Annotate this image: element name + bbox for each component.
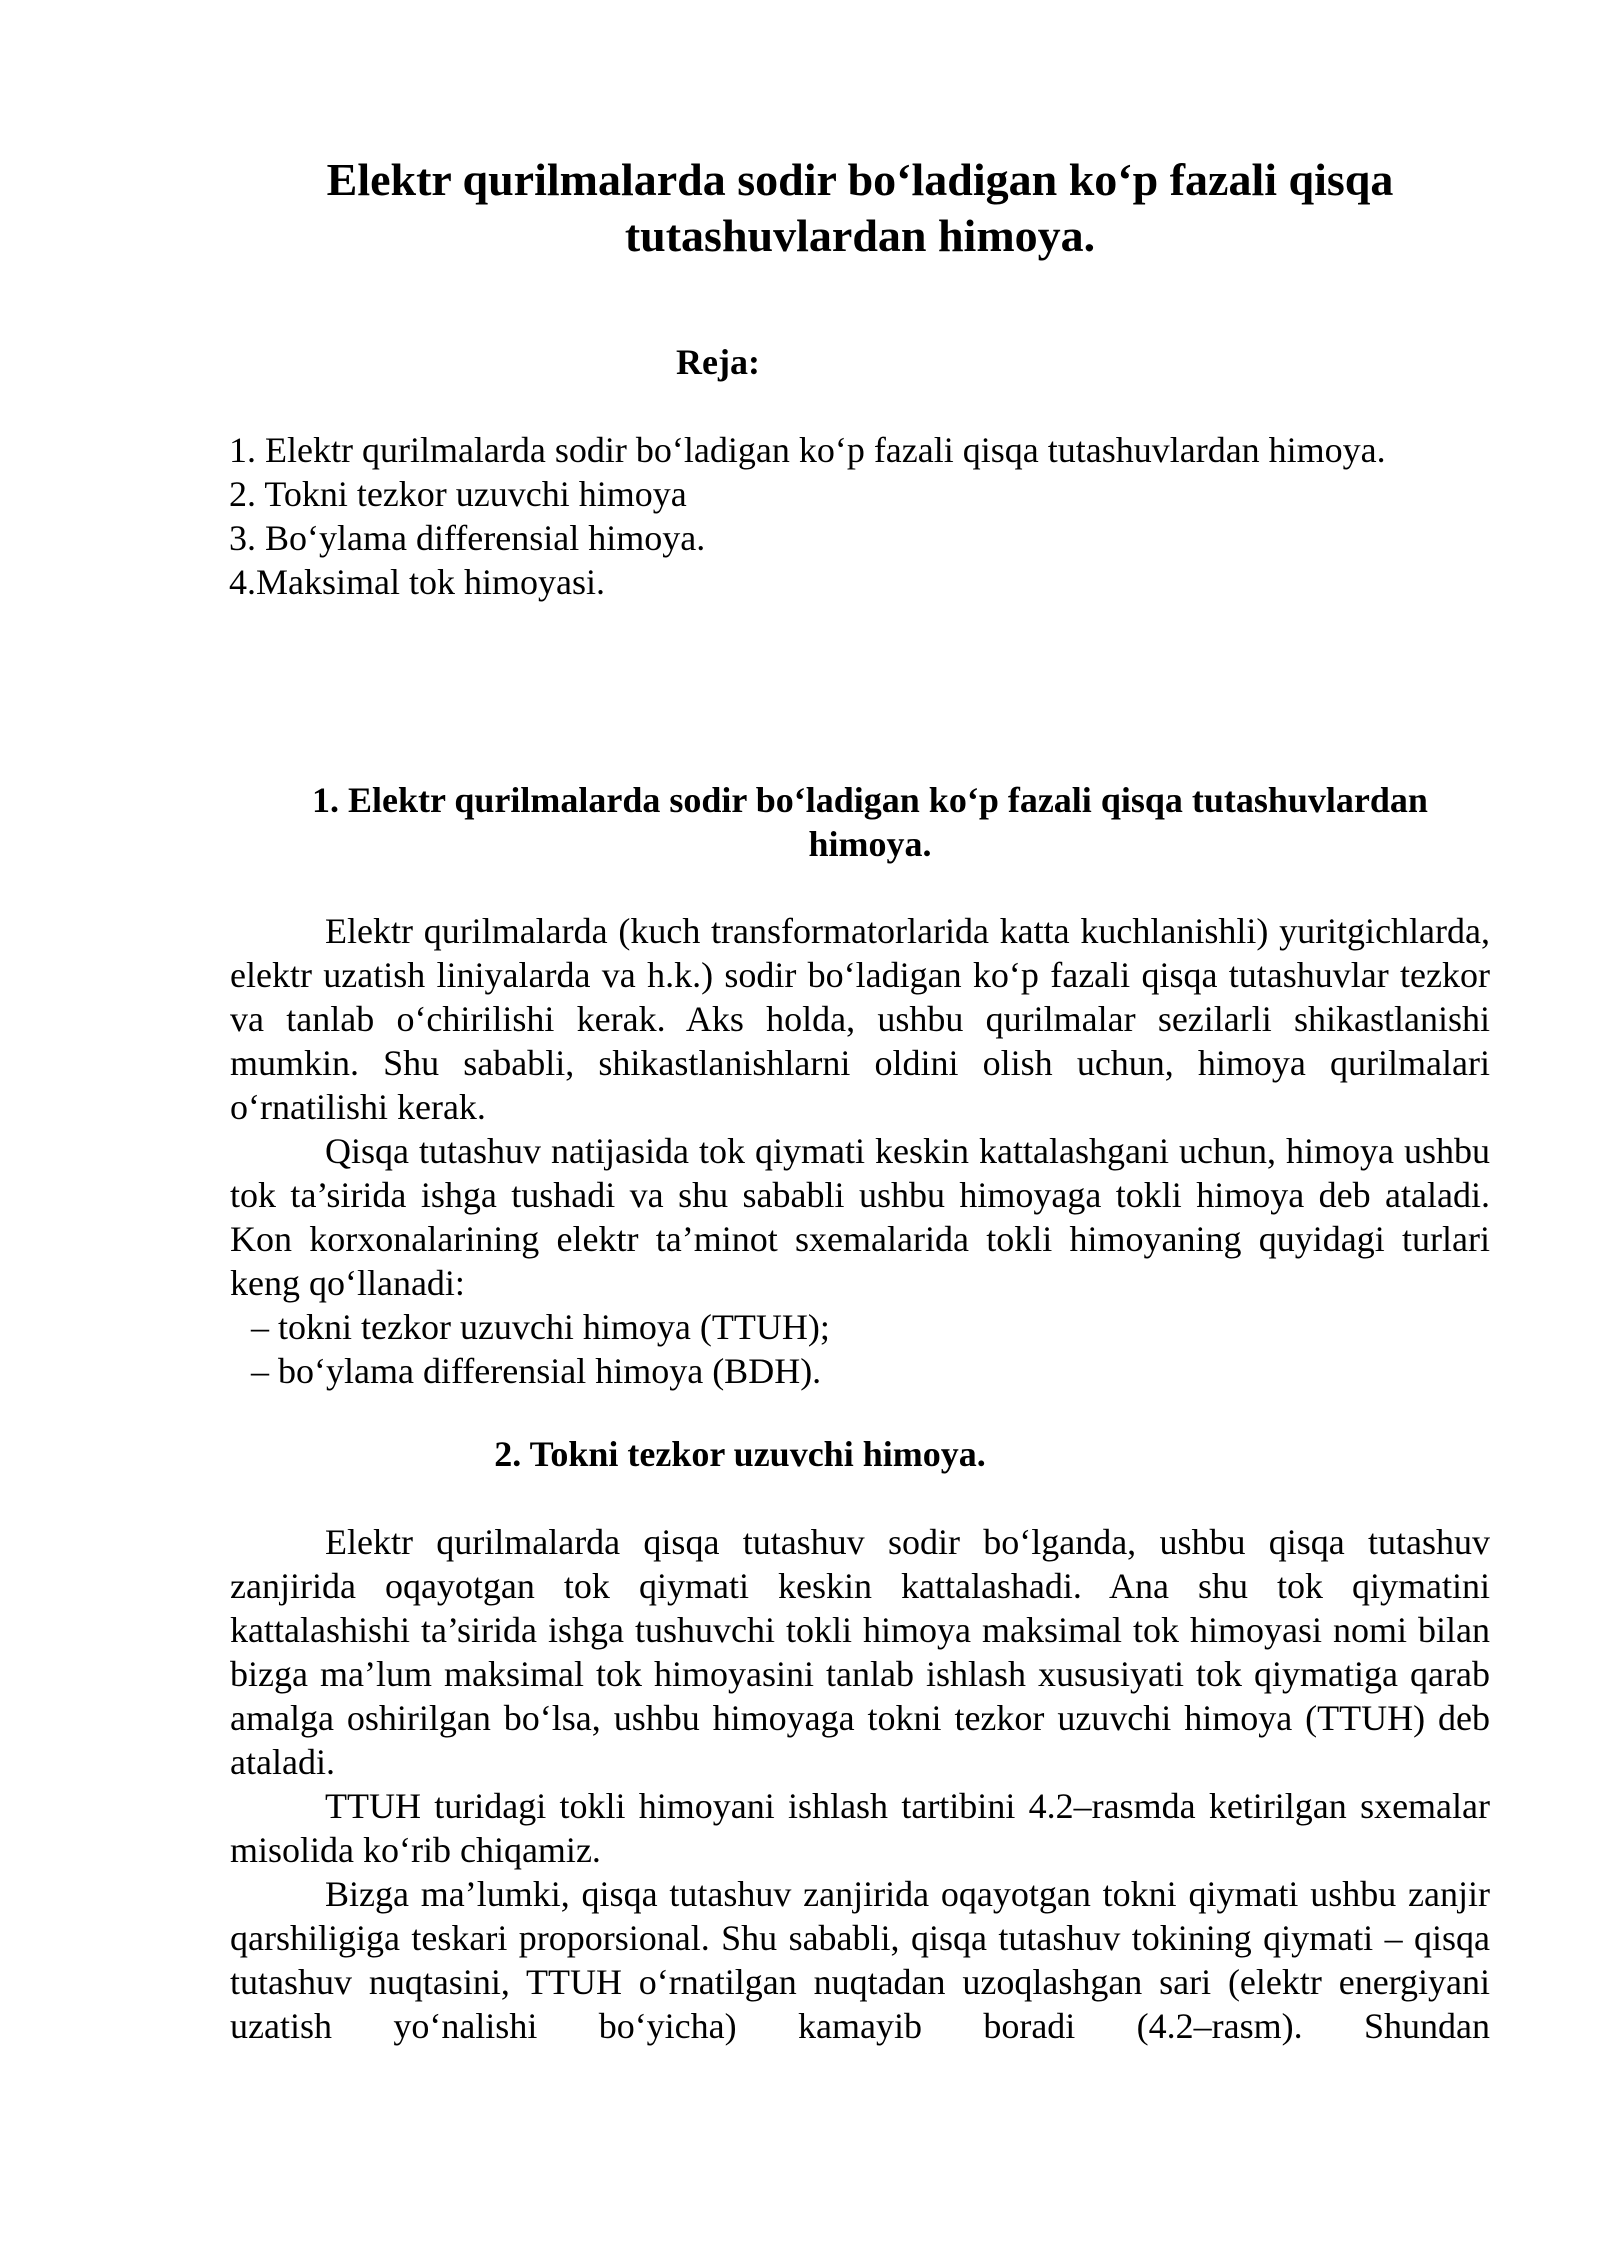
body-paragraph: TTUH turidagi tokli himoyani ishlash tartibini 4.2–rasmda ketirilgan sxemalar misolida ko‘rib chiqamiz. <box>230 1786 1490 1870</box>
plan-item: 1. Elektr qurilmalarda sodir bo‘ladigan ko‘p fazali qisqa tutashuvlardan himoya. <box>229 430 1386 470</box>
section-1-heading: 1. Elektr qurilmalarda sodir bo‘ladigan ko‘p fazali qisqa tutashuvlardan himoya. <box>312 780 1428 864</box>
plan-item: 4.Maksimal tok himoyasi. <box>229 562 605 602</box>
section-1-body <box>230 909 1490 1393</box>
document-title: Elektr qurilmalarda sodir bo‘ladigan ko‘p fazali qisqa tutashuvlardan himoya. <box>326 154 1394 261</box>
list-item: – bo‘ylama differensial himoya (BDH). <box>251 1351 822 1391</box>
body-paragraph: Bizga ma’lumki, qisqa tutashuv zanjirida oqayotgan tokni qiymati ushbu zanjir qarshiligiga teskari proporsional. Shu sababli, qisqa tutashuv tokining qiymati – qisqa tutashuv nuqtasini, TTUH o‘rnatilgan nuqtadan uzoqlashgan sari (elektr energiyani uzatish yo‘nalishi bo‘yicha) kamayib boradi (4.2–rasm). Shundan <box>230 1874 1490 2046</box>
section-2-body <box>230 1520 1490 2048</box>
section-2-heading: 2. Tokni tezkor uzuvchi himoya. <box>494 1434 986 1474</box>
body-paragraph: Elektr qurilmalarda qisqa tutashuv sodir bo‘lganda, ushbu qisqa tutashuv zanjirida oqayotgan tok qiymati keskin kattalashadi. Ana shu tok qiymatini kattalashishi ta’sirida ishga tushuvchi tokli himoya maksimal tok himoyasi nomi bilan bizga ma’lum maksimal tok himoyasini tanlab ishlash xususiyati tok qiymatiga qarab amalga oshirilgan bo‘lsa, ushbu himoyaga tokni tezkor uzuvchi himoya (TTUH) deb ataladi. <box>230 1522 1490 1782</box>
plan-list <box>229 428 1529 604</box>
body-paragraph: Elektr qurilmalarda (kuch transformatorlarida katta kuchlanishli) yuritgichlarda, elektr uzatish liniyalarda va h.k.) sodir bo‘ladigan ko‘p fazali qisqa tutashuvlar tezkor va tanlab o‘chirilishi kerak. Aks holda, ushbu qurilmalar sezilarli shikastlanishi mumkin. Shu sababli, shikastlanishlarni oldini olish uchun, himoya qurilmalari o‘rnatilishi kerak. <box>230 911 1490 1127</box>
list-item: – tokni tezkor uzuvchi himoya (TTUH); <box>251 1307 830 1347</box>
body-paragraph: Qisqa tutashuv natijasida tok qiymati keskin kattalashgani uchun, himoya ushbu tok ta’sirida ishga tushadi va shu sababli ushbu himoyaga tokli himoya deb ataladi. Kon korxonalarining elektr ta’minot sxemalarida tokli himoyaning quyidagi turlari keng qo‘llanadi: <box>230 1131 1490 1303</box>
plan-item: 3. Bo‘ylama differensial himoya. <box>229 518 706 558</box>
plan-heading: Reja: <box>676 342 760 382</box>
plan-item: 2. Tokni tezkor uzuvchi himoya <box>229 474 687 514</box>
